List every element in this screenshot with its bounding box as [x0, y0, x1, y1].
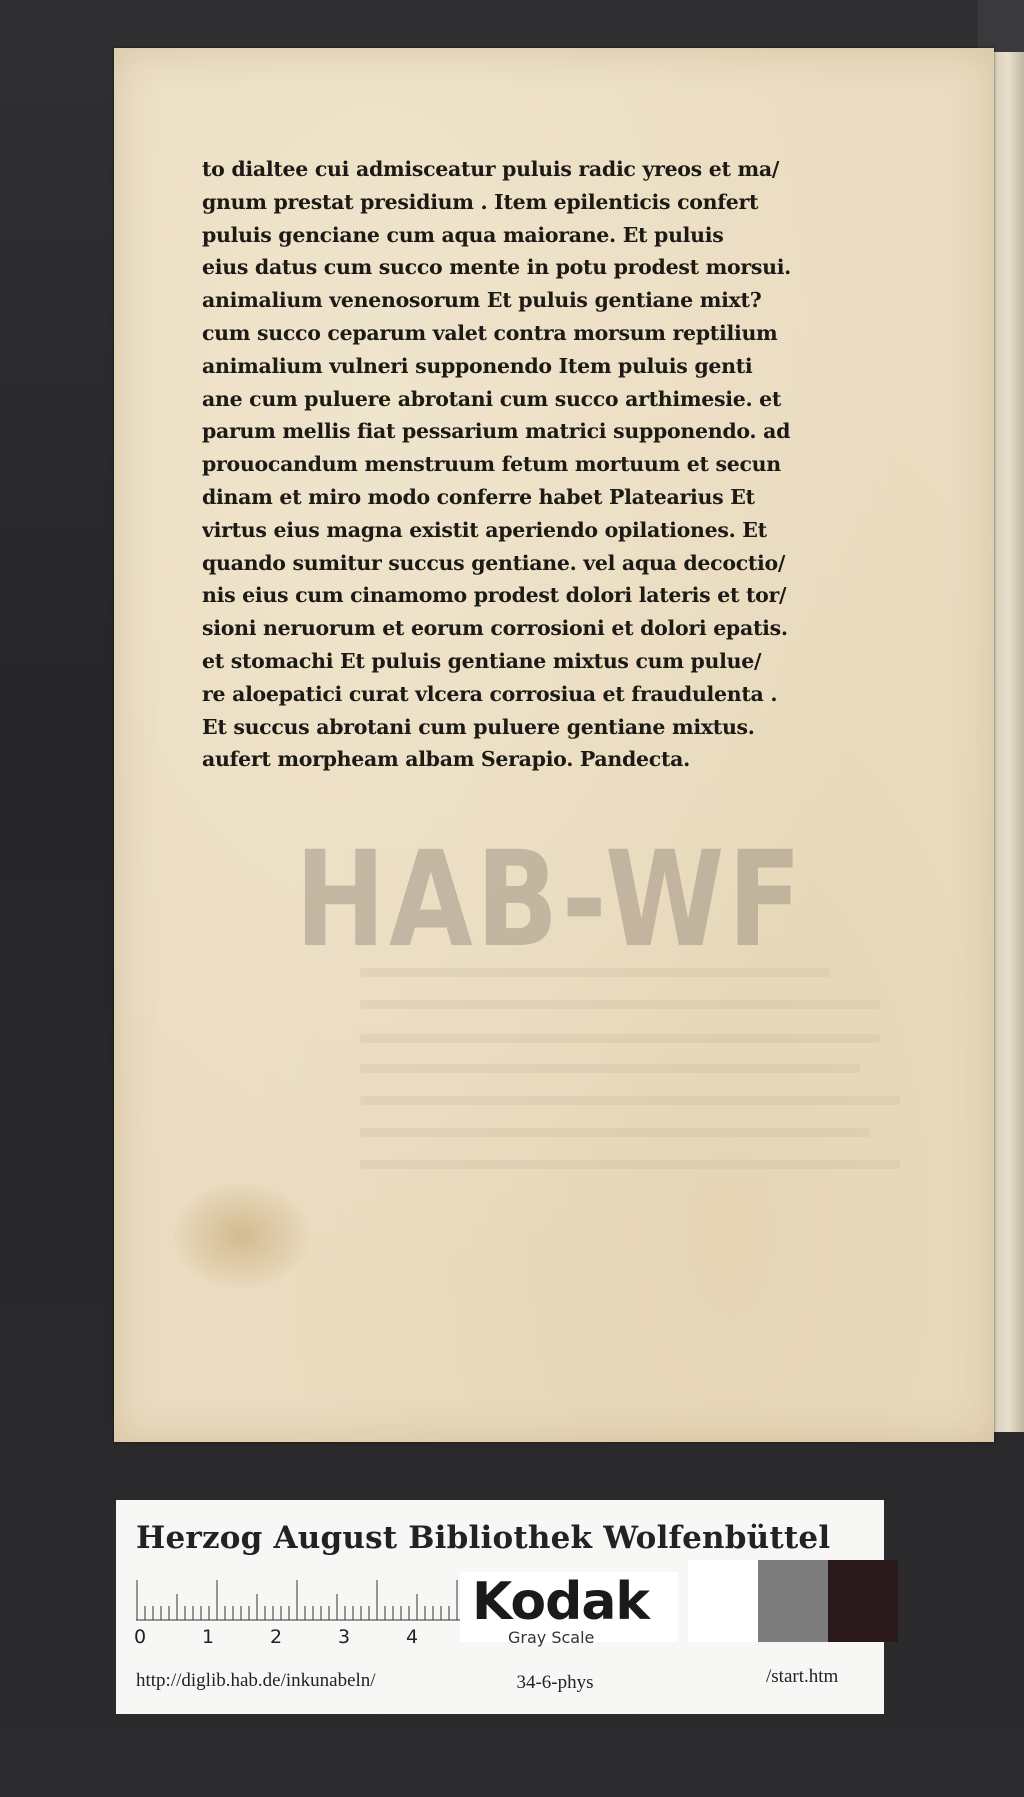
text-line: gnum prestat presidium . Item epilenticis confert — [202, 189, 759, 214]
bleed-through-line — [360, 1160, 900, 1169]
text-line: dinam et miro modo conferre habet Platearius Et — [202, 484, 755, 509]
scan-corner — [978, 0, 1024, 52]
ruler-number: 0 — [134, 1626, 147, 1648]
text-line: quando sumitur succus gentiane. vel aqua decoctio/ — [202, 550, 786, 575]
bleed-through-line — [360, 1096, 900, 1105]
text-line: et stomachi Et puluis gentiane mixtus cum pulue/ — [202, 648, 762, 673]
url-shelfmark: 34-6-phys — [516, 1672, 594, 1693]
url-base: http://diglib.hab.de/inkunabeln/ — [136, 1670, 376, 1691]
text-line: prouocandum menstruum fetum mortuum et secun — [202, 452, 781, 477]
text-line: Et succus abrotani cum puluere gentiane mixtus. — [202, 714, 755, 739]
kodak-label — [460, 1572, 678, 1647]
text-line: aufert morpheam albam Serapio. Pandecta. — [202, 747, 690, 772]
text-line: sioni neruorum et eorum corrosioni et dolori epatis. — [202, 616, 788, 641]
calibration-card — [116, 1500, 884, 1714]
ruler-number: 3 — [338, 1626, 351, 1648]
url-start: /start.htm — [766, 1666, 839, 1687]
text-line: ane cum puluere abrotani cum succo arthimesie. et — [202, 386, 782, 411]
ruler-number: 2 — [270, 1626, 283, 1648]
text-line: eius datus cum succo mente in potu prodest morsui. — [202, 255, 792, 280]
gray-patch-mid — [758, 1560, 828, 1642]
text-line: animalium vulneri supponendo Item puluis genti — [202, 353, 753, 378]
text-line: re aloepatici curat vlcera corrosiua et fraudulenta . — [202, 681, 778, 706]
bleed-through-line — [360, 1128, 870, 1137]
page-text — [202, 153, 814, 776]
text-line: animalium venenosorum Et puluis gentiane mixt? — [202, 288, 762, 313]
bleed-through-line — [360, 1064, 860, 1073]
text-line: virtus eius magna existit aperiendo opilationes. Et — [202, 517, 767, 542]
scale-ruler — [136, 1576, 462, 1626]
text-line: parum mellis fiat pessarium matrici supponendo. ad — [202, 419, 791, 444]
text-line: cum succo ceparum valet contra morsum reptilium — [202, 320, 778, 345]
watermark-text: HAB-WF — [295, 823, 805, 977]
ruler-numbers — [136, 1626, 476, 1652]
bleed-through-line — [360, 1034, 880, 1043]
text-line: to dialtee cui admisceatur puluis radic yreos et ma/ — [202, 157, 780, 181]
bleed-through-line — [360, 968, 830, 977]
library-title: Herzog August Bibliothek Wolfenbüttel — [136, 1520, 831, 1556]
gray-scale-label: Gray Scale — [508, 1628, 595, 1647]
bleed-through-line — [360, 1000, 880, 1009]
kodak-logo: Kodak — [472, 1572, 649, 1632]
gray-patch-dark — [828, 1560, 898, 1642]
gray-patch-white — [688, 1560, 758, 1642]
paper-stain — [174, 1183, 309, 1288]
ruler-number: 4 — [406, 1626, 419, 1648]
text-line: puluis genciane cum aqua maiorane. Et puluis — [202, 222, 724, 247]
text-line: nis eius cum cinamomo prodest dolori lateris et tor/ — [202, 583, 787, 608]
ruler-number: 1 — [202, 1626, 215, 1648]
